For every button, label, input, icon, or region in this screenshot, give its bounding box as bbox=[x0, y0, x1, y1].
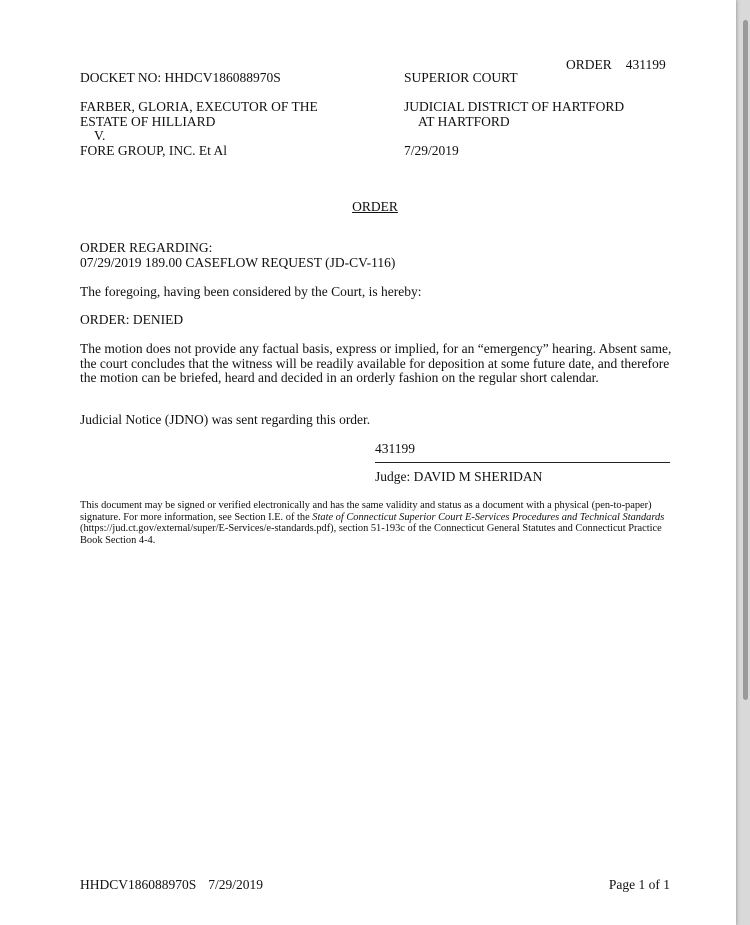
plaintiff-line-2: ESTATE OF HILLIARD bbox=[80, 113, 216, 129]
order-label: ORDER bbox=[566, 57, 612, 72]
signature-line bbox=[375, 462, 670, 463]
judicial-notice: Judicial Notice (JDNO) was sent regarding this order. bbox=[80, 412, 371, 427]
order-explanation: The motion does not provide any factual basis, express or implied, for an “emergency” hearing. Absent same, the court concludes that the witness will be readily available for deposition at some future date, and therefore the motion can be briefed, heard and decided in an orderly fashion on the regular short calendar. bbox=[80, 341, 672, 385]
order-title-text: ORDER bbox=[352, 199, 398, 214]
order-title bbox=[0, 199, 750, 215]
court-name: SUPERIOR COURT bbox=[404, 70, 518, 85]
electronic-signature-disclaimer bbox=[80, 500, 680, 546]
foregoing-statement: The foregoing, having been considered by the Court, is hereby: bbox=[80, 284, 422, 299]
footer-docket: HHDCV186088970S bbox=[80, 877, 197, 892]
defendant-name: FORE GROUP, INC. Et Al bbox=[80, 142, 228, 158]
plaintiff-line-1: FARBER, GLORIA, EXECUTOR OF THE bbox=[80, 99, 318, 114]
page-number: Page 1 of 1 bbox=[608, 877, 670, 892]
judicial-district: JUDICIAL DISTRICT OF HARTFORD bbox=[404, 99, 625, 114]
footer-docket-date bbox=[80, 877, 263, 893]
disclaimer-standards-title: State of Connecticut Superior Court E-Services Procedures and Technical Standards bbox=[312, 511, 665, 523]
footer-date: 7/29/2019 bbox=[208, 877, 264, 892]
court-location: AT HARTFORD bbox=[418, 113, 510, 129]
vertical-scrollbar[interactable] bbox=[743, 20, 748, 700]
order-ruling: ORDER: DENIED bbox=[80, 312, 184, 327]
docket-number: DOCKET NO: HHDCV186088970S bbox=[80, 70, 281, 85]
signature-number: 431199 bbox=[375, 441, 415, 456]
order-number: 431199 bbox=[625, 57, 666, 72]
order-regarding-label: ORDER REGARDING: bbox=[80, 240, 213, 255]
order-number-header bbox=[566, 57, 666, 73]
versus-label: V. bbox=[94, 128, 106, 143]
order-date: 7/29/2019 bbox=[404, 142, 459, 158]
order-regarding-detail: 07/29/2019 189.00 CASEFLOW REQUEST (JD-CV-116) bbox=[80, 254, 396, 270]
disclaimer-part-1: This document may be signed or verified electronically and has the same validity and status as a document with a physical (pen-to-paper) signature. For more information, see Section I.E. of the bbox=[80, 500, 652, 523]
judge-name: Judge: DAVID M SHERIDAN bbox=[375, 469, 543, 484]
disclaimer-part-2: (https://jud.ct.gov/external/super/E-Services/e-standards.pdf), section 51-193c of the Connecticut General Statutes and Connecticut Practice Book Section 4-4. bbox=[80, 523, 662, 546]
